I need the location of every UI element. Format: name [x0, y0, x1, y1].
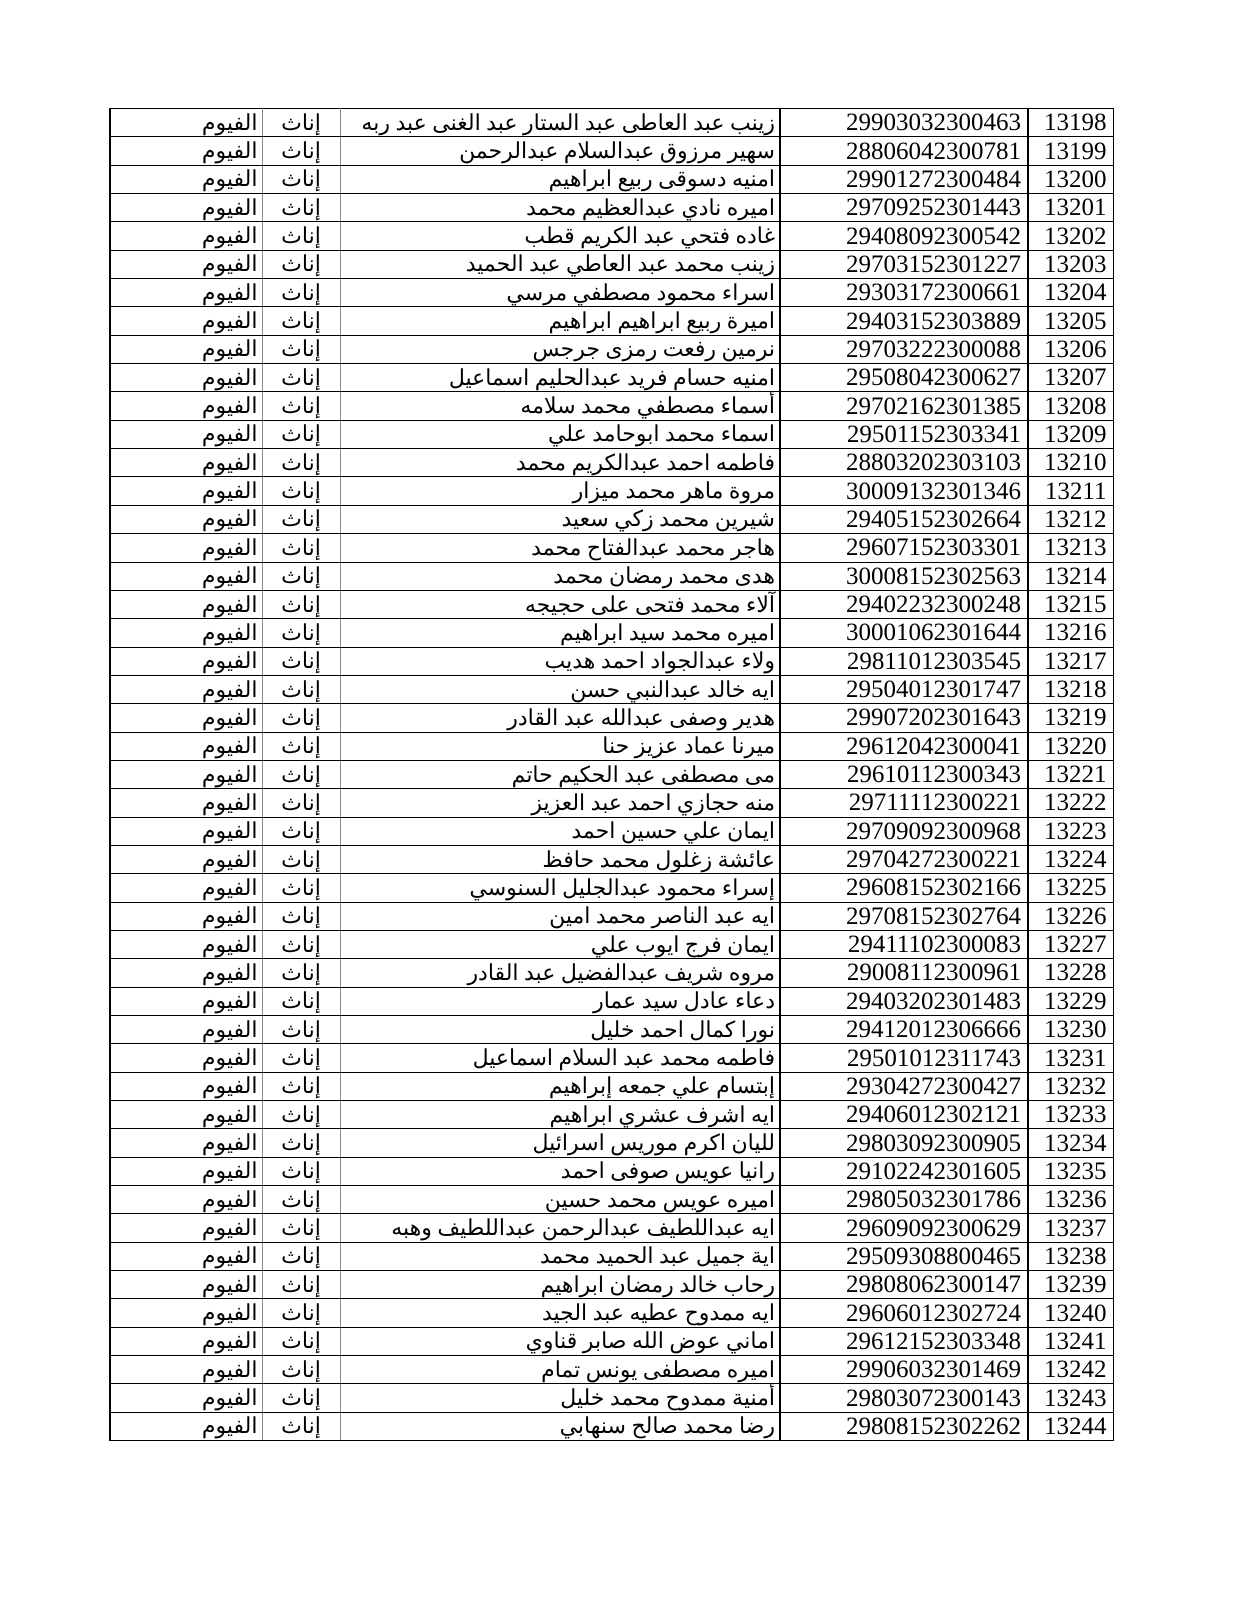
national-id-cell: 29703152301227 — [780, 250, 1028, 278]
governorate-cell: الفيوم — [110, 675, 262, 703]
name-cell: اسراء محمود مصطفي مرسي — [340, 279, 780, 307]
national-id-cell: 29405152302664 — [780, 505, 1028, 533]
name-cell: منه حجازي احمد عبد العزيز — [340, 789, 780, 817]
gender-cell: إناث — [262, 902, 340, 930]
table-row — [110, 1044, 1113, 1072]
table-row — [110, 250, 1113, 278]
gender-cell: إناث — [262, 392, 340, 420]
governorate-cell: الفيوم — [110, 364, 262, 392]
serial-cell: 13242 — [1028, 1356, 1113, 1384]
governorate-cell: الفيوم — [110, 449, 262, 477]
gender-cell: إناث — [262, 1016, 340, 1044]
serial-cell: 13218 — [1028, 675, 1113, 703]
gender-cell: إناث — [262, 562, 340, 590]
name-cell: اميره نادي عبدالعظيم محمد — [340, 194, 780, 222]
serial-cell: 13221 — [1028, 760, 1113, 788]
serial-cell: 13202 — [1028, 222, 1113, 250]
serial-cell: 13201 — [1028, 194, 1113, 222]
name-cell: أمنية ممدوح محمد خليل — [340, 1384, 780, 1412]
name-cell: ايمان فرج ايوب علي — [340, 930, 780, 958]
national-id-cell: 29711112300221 — [780, 789, 1028, 817]
national-id-cell: 29501152303341 — [780, 420, 1028, 448]
national-id-cell: 29509308800465 — [780, 1242, 1028, 1270]
national-id-cell: 30009132301346 — [780, 477, 1028, 505]
governorate-cell: الفيوم — [110, 420, 262, 448]
gender-cell: إناث — [262, 647, 340, 675]
name-cell: امنيه دسوقى ربيع ابراهيم — [340, 165, 780, 193]
gender-cell: إناث — [262, 250, 340, 278]
table-row — [110, 364, 1113, 392]
national-id-cell: 29703222300088 — [780, 335, 1028, 363]
serial-cell: 13209 — [1028, 420, 1113, 448]
national-id-cell: 29303172300661 — [780, 279, 1028, 307]
serial-cell: 13203 — [1028, 250, 1113, 278]
table-row — [110, 165, 1113, 193]
governorate-cell: الفيوم — [110, 647, 262, 675]
serial-cell: 13244 — [1028, 1412, 1113, 1440]
gender-cell: إناث — [262, 1271, 340, 1299]
governorate-cell: الفيوم — [110, 902, 262, 930]
serial-cell: 13243 — [1028, 1384, 1113, 1412]
gender-cell: إناث — [262, 619, 340, 647]
serial-cell: 13233 — [1028, 1101, 1113, 1129]
table-row — [110, 562, 1113, 590]
governorate-cell: الفيوم — [110, 137, 262, 165]
name-cell: ايه اشرف عشري ابراهيم — [340, 1101, 780, 1129]
national-id-cell: 29612152303348 — [780, 1327, 1028, 1355]
governorate-cell: الفيوم — [110, 1129, 262, 1157]
name-cell: ايمان علي حسين احمد — [340, 817, 780, 845]
table-row — [110, 449, 1113, 477]
governorate-cell: الفيوم — [110, 959, 262, 987]
name-cell: ايه ممدوح عطيه عبد الجيد — [340, 1299, 780, 1327]
gender-cell: إناث — [262, 1129, 340, 1157]
name-cell: شيرين محمد زكي سعيد — [340, 505, 780, 533]
table-row — [110, 959, 1113, 987]
serial-cell: 13235 — [1028, 1157, 1113, 1185]
gender-cell: إناث — [262, 590, 340, 618]
national-id-cell: 28806042300781 — [780, 137, 1028, 165]
table-row — [110, 1412, 1113, 1440]
national-id-cell: 29608152302166 — [780, 874, 1028, 902]
name-cell: اية جميل عبد الحميد محمد — [340, 1242, 780, 1270]
serial-cell: 13238 — [1028, 1242, 1113, 1270]
governorate-cell: الفيوم — [110, 109, 262, 137]
national-id-cell: 29906032301469 — [780, 1356, 1028, 1384]
gender-cell: إناث — [262, 1214, 340, 1242]
gender-cell: إناث — [262, 279, 340, 307]
table-row — [110, 137, 1113, 165]
serial-cell: 13214 — [1028, 562, 1113, 590]
national-id-cell: 29504012301747 — [780, 675, 1028, 703]
serial-cell: 13216 — [1028, 619, 1113, 647]
gender-cell: إناث — [262, 1101, 340, 1129]
serial-cell: 13198 — [1028, 109, 1113, 137]
governorate-cell: الفيوم — [110, 1186, 262, 1214]
gender-cell: إناث — [262, 1186, 340, 1214]
national-id-cell: 29408092300542 — [780, 222, 1028, 250]
table-row — [110, 1016, 1113, 1044]
table-row — [110, 1101, 1113, 1129]
gender-cell: إناث — [262, 1072, 340, 1100]
name-cell: فاطمه محمد عبد السلام اسماعيل — [340, 1044, 780, 1072]
governorate-cell: الفيوم — [110, 1016, 262, 1044]
governorate-cell: الفيوم — [110, 1157, 262, 1185]
serial-cell: 13206 — [1028, 335, 1113, 363]
national-id-cell: 29708152302764 — [780, 902, 1028, 930]
serial-cell: 13226 — [1028, 902, 1113, 930]
national-id-cell: 30008152302563 — [780, 562, 1028, 590]
gender-cell: إناث — [262, 789, 340, 817]
national-id-cell: 29411102300083 — [780, 930, 1028, 958]
table-row — [110, 987, 1113, 1015]
gender-cell: إناث — [262, 1044, 340, 1072]
name-cell: اسماء محمد ابوحامد علي — [340, 420, 780, 448]
serial-cell: 13211 — [1028, 477, 1113, 505]
serial-cell: 13230 — [1028, 1016, 1113, 1044]
national-id-cell: 29402232300248 — [780, 590, 1028, 618]
governorate-cell: الفيوم — [110, 1327, 262, 1355]
serial-cell: 13215 — [1028, 590, 1113, 618]
gender-cell: إناث — [262, 930, 340, 958]
table-row — [110, 335, 1113, 363]
name-cell: إسراء محمود عبدالجليل السنوسي — [340, 874, 780, 902]
name-cell: ايه عبداللطيف عبدالرحمن عبداللطيف وهبه — [340, 1214, 780, 1242]
governorate-cell: الفيوم — [110, 1412, 262, 1440]
national-id-cell: 29903032300463 — [780, 109, 1028, 137]
name-cell: رحاب خالد رمضان ابراهيم — [340, 1271, 780, 1299]
records-table — [109, 108, 1114, 1441]
serial-cell: 13200 — [1028, 165, 1113, 193]
governorate-cell: الفيوم — [110, 1101, 262, 1129]
name-cell: رضا محمد صالح سنهابي — [340, 1412, 780, 1440]
gender-cell: إناث — [262, 477, 340, 505]
governorate-cell: الفيوم — [110, 987, 262, 1015]
national-id-cell: 29610112300343 — [780, 760, 1028, 788]
gender-cell: إناث — [262, 1384, 340, 1412]
serial-cell: 13239 — [1028, 1271, 1113, 1299]
serial-cell: 13220 — [1028, 732, 1113, 760]
serial-cell: 13222 — [1028, 789, 1113, 817]
governorate-cell: الفيوم — [110, 1356, 262, 1384]
name-cell: غاده فتحي عبد الكريم قطب — [340, 222, 780, 250]
table-row — [110, 1242, 1113, 1270]
national-id-cell: 29412012306666 — [780, 1016, 1028, 1044]
serial-cell: 13237 — [1028, 1214, 1113, 1242]
name-cell: دعاء عادل سيد عمار — [340, 987, 780, 1015]
governorate-cell: الفيوم — [110, 534, 262, 562]
national-id-cell: 29907202301643 — [780, 704, 1028, 732]
serial-cell: 13207 — [1028, 364, 1113, 392]
name-cell: آلاء محمد فتحى على حجيجه — [340, 590, 780, 618]
serial-cell: 13199 — [1028, 137, 1113, 165]
table-row — [110, 675, 1113, 703]
table-row — [110, 845, 1113, 873]
national-id-cell: 29901272300484 — [780, 165, 1028, 193]
table-row — [110, 902, 1113, 930]
governorate-cell: الفيوم — [110, 590, 262, 618]
governorate-cell: الفيوم — [110, 307, 262, 335]
gender-cell: إناث — [262, 1356, 340, 1384]
table-row — [110, 1214, 1113, 1242]
gender-cell: إناث — [262, 109, 340, 137]
governorate-cell: الفيوم — [110, 704, 262, 732]
serial-cell: 13217 — [1028, 647, 1113, 675]
table-row — [110, 1129, 1113, 1157]
name-cell: نرمين رفعت رمزى جرجس — [340, 335, 780, 363]
gender-cell: إناث — [262, 760, 340, 788]
serial-cell: 13241 — [1028, 1327, 1113, 1355]
name-cell: مى مصطفى عبد الحكيم حاتم — [340, 760, 780, 788]
name-cell: اميره مصطفى يونس تمام — [340, 1356, 780, 1384]
governorate-cell: الفيوم — [110, 505, 262, 533]
name-cell: مروه شريف عبدالفضيل عبد القادر — [340, 959, 780, 987]
table-row — [110, 1327, 1113, 1355]
gender-cell: إناث — [262, 1299, 340, 1327]
serial-cell: 13212 — [1028, 505, 1113, 533]
governorate-cell: الفيوم — [110, 1044, 262, 1072]
national-id-cell: 29508042300627 — [780, 364, 1028, 392]
governorate-cell: الفيوم — [110, 1072, 262, 1100]
table-row — [110, 392, 1113, 420]
name-cell: إبتسام علي جمعه إبراهيم — [340, 1072, 780, 1100]
table-row — [110, 874, 1113, 902]
gender-cell: إناث — [262, 874, 340, 902]
serial-cell: 13208 — [1028, 392, 1113, 420]
table-row — [110, 307, 1113, 335]
serial-cell: 13228 — [1028, 959, 1113, 987]
name-cell: اميره عويس محمد حسين — [340, 1186, 780, 1214]
national-id-cell: 29803072300143 — [780, 1384, 1028, 1412]
name-cell: رانيا عويس صوفى احمد — [340, 1157, 780, 1185]
gender-cell: إناث — [262, 845, 340, 873]
name-cell: سهير مرزوق عبدالسلام عبدالرحمن — [340, 137, 780, 165]
serial-cell: 13231 — [1028, 1044, 1113, 1072]
table-row — [110, 1271, 1113, 1299]
national-id-cell: 29403152303889 — [780, 307, 1028, 335]
gender-cell: إناث — [262, 959, 340, 987]
table-row — [110, 647, 1113, 675]
gender-cell: إناث — [262, 675, 340, 703]
governorate-cell: الفيوم — [110, 335, 262, 363]
table-row — [110, 732, 1113, 760]
serial-cell: 13225 — [1028, 874, 1113, 902]
governorate-cell: الفيوم — [110, 845, 262, 873]
gender-cell: إناث — [262, 704, 340, 732]
table-row — [110, 930, 1113, 958]
governorate-cell: الفيوم — [110, 1299, 262, 1327]
gender-cell: إناث — [262, 1327, 340, 1355]
governorate-cell: الفيوم — [110, 930, 262, 958]
serial-cell: 13213 — [1028, 534, 1113, 562]
name-cell: مروة ماهر محمد ميزار — [340, 477, 780, 505]
table-row — [110, 1299, 1113, 1327]
national-id-cell: 30001062301644 — [780, 619, 1028, 647]
name-cell: اميرة ربيع ابراهيم ابراهيم — [340, 307, 780, 335]
table-row — [110, 1384, 1113, 1412]
table-row — [110, 534, 1113, 562]
serial-cell: 13240 — [1028, 1299, 1113, 1327]
national-id-cell: 28803202303103 — [780, 449, 1028, 477]
gender-cell: إناث — [262, 449, 340, 477]
table-row — [110, 1186, 1113, 1214]
serial-cell: 13224 — [1028, 845, 1113, 873]
table-row — [110, 505, 1113, 533]
national-id-cell: 29304272300427 — [780, 1072, 1028, 1100]
governorate-cell: الفيوم — [110, 619, 262, 647]
table-row — [110, 279, 1113, 307]
records-table-body — [110, 109, 1113, 1441]
gender-cell: إناث — [262, 1412, 340, 1440]
name-cell: فاطمه احمد عبدالكريم محمد — [340, 449, 780, 477]
national-id-cell: 29008112300961 — [780, 959, 1028, 987]
name-cell: نورا كمال احمد خليل — [340, 1016, 780, 1044]
national-id-cell: 29406012302121 — [780, 1101, 1028, 1129]
serial-cell: 13204 — [1028, 279, 1113, 307]
name-cell: هاجر محمد عبدالفتاح محمد — [340, 534, 780, 562]
gender-cell: إناث — [262, 165, 340, 193]
table-row — [110, 1072, 1113, 1100]
governorate-cell: الفيوم — [110, 1271, 262, 1299]
national-id-cell: 29709252301443 — [780, 194, 1028, 222]
national-id-cell: 29607152303301 — [780, 534, 1028, 562]
governorate-cell: الفيوم — [110, 392, 262, 420]
governorate-cell: الفيوم — [110, 1214, 262, 1242]
governorate-cell: الفيوم — [110, 562, 262, 590]
table-row — [110, 1157, 1113, 1185]
national-id-cell: 29702162301385 — [780, 392, 1028, 420]
serial-cell: 13210 — [1028, 449, 1113, 477]
name-cell: ولاء عبدالجواد احمد هديب — [340, 647, 780, 675]
table-row — [110, 704, 1113, 732]
national-id-cell: 29612042300041 — [780, 732, 1028, 760]
name-cell: اماني عوض الله صابر قناوي — [340, 1327, 780, 1355]
governorate-cell: الفيوم — [110, 1242, 262, 1270]
governorate-cell: الفيوم — [110, 165, 262, 193]
name-cell: عائشة زغلول محمد حافظ — [340, 845, 780, 873]
national-id-cell: 29808152302262 — [780, 1412, 1028, 1440]
table-row — [110, 1356, 1113, 1384]
gender-cell: إناث — [262, 505, 340, 533]
gender-cell: إناث — [262, 987, 340, 1015]
national-id-cell: 29501012311743 — [780, 1044, 1028, 1072]
national-id-cell: 29803092300905 — [780, 1129, 1028, 1157]
serial-cell: 13229 — [1028, 987, 1113, 1015]
table-row — [110, 477, 1113, 505]
gender-cell: إناث — [262, 137, 340, 165]
gender-cell: إناث — [262, 420, 340, 448]
national-id-cell: 29704272300221 — [780, 845, 1028, 873]
gender-cell: إناث — [262, 222, 340, 250]
gender-cell: إناث — [262, 307, 340, 335]
table-row — [110, 619, 1113, 647]
name-cell: زينب محمد عبد العاطي عبد الحميد — [340, 250, 780, 278]
governorate-cell: الفيوم — [110, 874, 262, 902]
gender-cell: إناث — [262, 335, 340, 363]
table-row — [110, 760, 1113, 788]
national-id-cell: 29808062300147 — [780, 1271, 1028, 1299]
table-row — [110, 420, 1113, 448]
national-id-cell: 29609092300629 — [780, 1214, 1028, 1242]
serial-cell: 13234 — [1028, 1129, 1113, 1157]
national-id-cell: 29403202301483 — [780, 987, 1028, 1015]
national-id-cell: 29805032301786 — [780, 1186, 1028, 1214]
name-cell: أسماء مصطفي محمد سلامه — [340, 392, 780, 420]
serial-cell: 13227 — [1028, 930, 1113, 958]
table-row — [110, 194, 1113, 222]
table-row — [110, 590, 1113, 618]
serial-cell: 13236 — [1028, 1186, 1113, 1214]
name-cell: ايه عبد الناصر محمد امين — [340, 902, 780, 930]
name-cell: هدير وصفى عبدالله عبد القادر — [340, 704, 780, 732]
name-cell: هدى محمد رمضان محمد — [340, 562, 780, 590]
serial-cell: 13205 — [1028, 307, 1113, 335]
gender-cell: إناث — [262, 1157, 340, 1185]
table-row — [110, 109, 1113, 137]
serial-cell: 13219 — [1028, 704, 1113, 732]
table-row — [110, 222, 1113, 250]
gender-cell: إناث — [262, 732, 340, 760]
governorate-cell: الفيوم — [110, 250, 262, 278]
governorate-cell: الفيوم — [110, 1384, 262, 1412]
governorate-cell: الفيوم — [110, 817, 262, 845]
gender-cell: إناث — [262, 194, 340, 222]
national-id-cell: 29606012302724 — [780, 1299, 1028, 1327]
governorate-cell: الفيوم — [110, 222, 262, 250]
name-cell: زينب عبد العاطى عبد الستار عبد الغنى عبد ربه — [340, 109, 780, 137]
gender-cell: إناث — [262, 364, 340, 392]
name-cell: ميرنا عماد عزيز حنا — [340, 732, 780, 760]
table-row — [110, 817, 1113, 845]
governorate-cell: الفيوم — [110, 279, 262, 307]
governorate-cell: الفيوم — [110, 789, 262, 817]
governorate-cell: الفيوم — [110, 194, 262, 222]
serial-cell: 13223 — [1028, 817, 1113, 845]
governorate-cell: الفيوم — [110, 477, 262, 505]
gender-cell: إناث — [262, 1242, 340, 1270]
name-cell: لليان اكرم موريس اسرائيل — [340, 1129, 780, 1157]
national-id-cell: 29709092300968 — [780, 817, 1028, 845]
name-cell: اميره محمد سيد ابراهيم — [340, 619, 780, 647]
name-cell: امنيه حسام فريد عبدالحليم اسماعيل — [340, 364, 780, 392]
table-row — [110, 789, 1113, 817]
name-cell: ايه خالد عبدالنبي حسن — [340, 675, 780, 703]
gender-cell: إناث — [262, 817, 340, 845]
national-id-cell: 29102242301605 — [780, 1157, 1028, 1185]
governorate-cell: الفيوم — [110, 760, 262, 788]
governorate-cell: الفيوم — [110, 732, 262, 760]
serial-cell: 13232 — [1028, 1072, 1113, 1100]
gender-cell: إناث — [262, 534, 340, 562]
national-id-cell: 29811012303545 — [780, 647, 1028, 675]
